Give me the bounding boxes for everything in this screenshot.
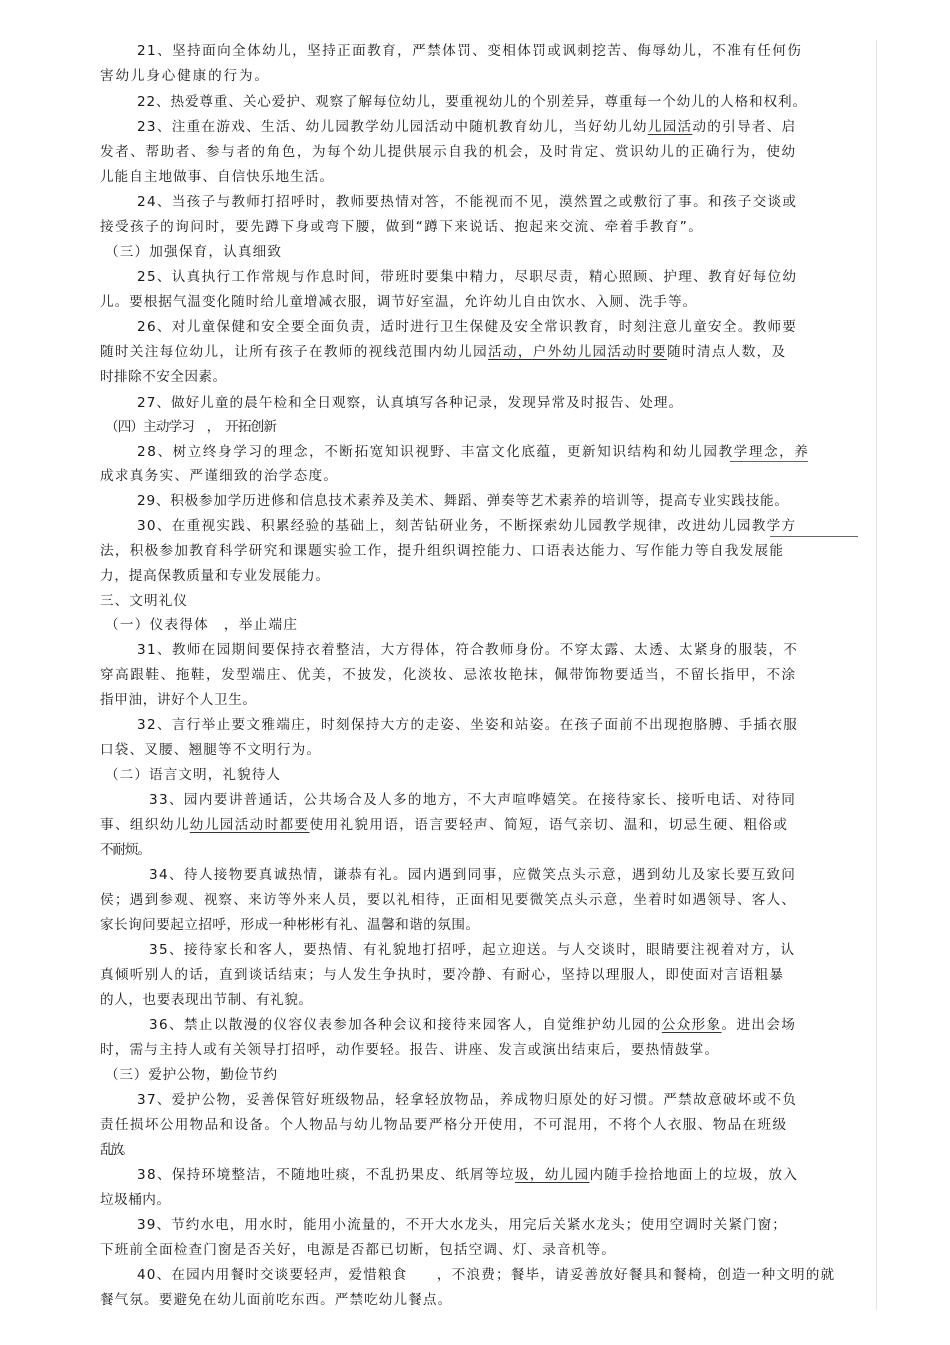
text-line: 害幼儿身心健康的行为。 <box>100 68 270 84</box>
text-line: 侯；遇到参观、视察、来访等外来人员，要以礼相待，正面相见要微笑点头示意，坐着时如遇领导、客人、 <box>100 892 797 908</box>
text-line: 发者、帮助者、参与者的角色，为每个幼儿提供展示自我的机会，及时肯定、赏识幼儿的正确行为，使幼 <box>100 144 797 160</box>
text-line: 三、文明礼仪 <box>100 593 189 609</box>
text-line: 29、积极参加学历进修和信息技术素养及美术、舞蹈、弹奏等艺术素养的培训等，提高专业实践技能。 <box>137 493 789 509</box>
text-line: 下班前全面检查门窗是否关好，电源是否都已切断，包括空调、灯、录音机等。 <box>100 1242 617 1258</box>
text-line: 33、园内要讲普通话，公共场合及人多的地方，不大声喧哗嬉笑。在接待家长、接听电话、对待同 <box>149 792 797 808</box>
text-line: 不耐烦。 <box>100 842 150 858</box>
text-line: 儿。要根据气温变化随时给儿童增减衣服，调节好室温，允许幼儿自由饮水、入厕、洗手等。 <box>100 294 698 310</box>
text-line: 30、在重视实践、积累经验的基础上，刻苦钻研业务，不断探索幼儿园教学规律，改进幼儿园教学方 <box>137 518 797 534</box>
text-line: 27、做好儿童的晨午检和全日观察，认真填写各种记录，发现异常及时报告、处理。 <box>137 395 684 411</box>
text-line: 家长询问要起立招呼，形成一种彬彬有礼、温馨和谐的氛围。 <box>100 917 480 933</box>
text-line: 40、在园内用餐时交谈要轻声，爱惜粮食 ，不浪费；餐毕，请妥善放好餐具和餐椅，创造一种文明的就 <box>137 1267 836 1283</box>
underlined-text: 儿园活动时要 <box>577 344 668 360</box>
underlined-text: 圾，幼儿园 <box>514 1167 590 1183</box>
text-line: 36、禁止以散漫的仪容仪表参加各种会议和接待来园客人，自觉维护幼儿园的公众形象。进出会场 <box>149 1017 797 1033</box>
text-line: 35、接待家长和客人，要热情、有礼貌地打招呼，起立迎送。与人交谈时，眼睛要注视着对方，认 <box>149 942 796 958</box>
text-line: 垃圾桶内。 <box>100 1192 171 1208</box>
text-line: 真倾听别人的话，直到谈话结束；与人发生争执时，要冷静、有耐心，坚持以理服人，即使面对言语粗暴 <box>100 967 785 983</box>
text-line: 21、坚持面向全体幼儿，坚持正面教育，严禁体罚、变相体罚或讽刺挖苦、侮辱幼儿，不准有任何伤 <box>137 43 803 59</box>
text-line: 32、言行举止要文雅端庄，时刻保持大方的走姿、坐姿和站姿。在孩子面前不出现抱胳膊、手插衣服 <box>137 717 799 733</box>
text-line: 责任损坏公用物品和设备。个人物品与幼儿物品要严格分开使用，不可混用，不将个人衣服、物品在班级 <box>100 1117 788 1133</box>
text-line: 25、认真执行工作常规与作息时间，带班时要集中精力，尽职尽责，精心照顾、护理、教育好每位幼 <box>137 269 798 285</box>
underline-stroke <box>770 536 858 537</box>
text-line: 28、树立终身学习的理念，不断拓宽知识视野、丰富文化底蕴，更新知识结构和幼儿园教学理念，养 <box>137 444 810 460</box>
text-line: 事、组织幼儿幼儿园活动时都要使用礼貌用语，语言要轻声、简短，语气亲切、温和，切忌生硬、粗俗或 <box>100 817 789 833</box>
underlined-text: 公众形象 <box>661 1017 722 1033</box>
text-line: 31、教师在园期间要保持衣着整洁，大方得体，符合教师身份。不穿太露、太透、太紧身的服装，不 <box>137 642 799 658</box>
text-line: 儿能自主地做事、自信快乐地生活。 <box>100 169 334 185</box>
text-line: 39、节约水电，用水时，能用小流量的，不开大水龙头，用完后关紧水龙头；使用空调时关紧门窗； <box>137 1217 787 1233</box>
text-line: 乱放。 <box>100 1142 131 1158</box>
text-line: （三）爱护公物，勤俭节约 <box>105 1067 278 1083</box>
text-line: 的人，也要表现出节制、有礼貌。 <box>100 992 313 1008</box>
text-line: 随时关注每位幼儿，让所有孩子在教师的视线范围内幼儿园活动，户外幼儿园活动时要随时清点人数，及 <box>100 344 787 360</box>
text-line: 24、当孩子与教师打招呼时，教师要热情对答，不能视而不见，漠然置之或敷衍了事。和孩子交谈或 <box>137 194 798 210</box>
text-line: 时，需与主持人或有关领导打招呼，动作要轻。报告、讲座、发言或演出结束后，要热情鼓掌。 <box>100 1042 720 1058</box>
text-line: 力，提高保教质量和专业发展能力。 <box>100 568 330 584</box>
text-line: 37、爱护公物，妥善保管好班级物品，轻拿轻放物品，养成物归原处的好习惯。严禁故意破坏或不负 <box>137 1092 798 1108</box>
text-line: （二）语言文明，礼貌待人 <box>105 767 282 783</box>
text-line: 23、注重在游戏、生活、幼儿园教学幼儿园活动中随机教育幼儿，当好幼儿幼儿园活动的引导者、启 <box>137 119 797 135</box>
text-line: 成求真务实、严谨细致的治学态度。 <box>100 468 339 484</box>
text-line: （一）仪表得体 ，举止端庄 <box>105 617 299 633</box>
underlined-text: 儿园活 <box>647 119 693 135</box>
text-line: 38、保持环境整洁，不随地吐痰，不乱扔果皮、纸屑等垃圾，幼儿园内随手捡拾地面上的垃圾，放入 <box>137 1167 799 1183</box>
text-line: 接受孩子的询问时，要先蹲下身或弯下腰，做到“蹲下来说话、抱起来交流、牵着手教育”。 <box>100 219 704 235</box>
text-line: 口袋、叉腰、翘腿等不文明行为。 <box>100 742 322 758</box>
text-line: 22、热爱尊重、关心爱护、观察了解每位幼儿，要重视幼儿的个别差异，尊重每一个幼儿的人格和权利。 <box>137 94 807 110</box>
text-line: 时排除不安全因素。 <box>100 369 227 385</box>
text-line: （三）加强保育，认真细致 <box>105 244 283 260</box>
text-line: （四）主动学习 ， 开拓创新 <box>105 419 277 435</box>
page-margin-line <box>876 40 877 1310</box>
underlined-text: 幼儿园活动时都要 <box>189 817 310 833</box>
text-line: 餐气氛。要避免在幼儿面前吃东西。严禁吃幼儿餐点。 <box>100 1292 453 1308</box>
text-line: 指甲油，讲好个人卫生。 <box>100 692 257 708</box>
text-line: 法，积极参加教育科学研究和课题实验工作，提升组织调控能力、口语表达能力、写作能力等自我发展能 <box>100 543 785 559</box>
text-line: 穿高跟鞋、拖鞋，发型端庄、优美，不披发，化淡妆、忌浓妆艳抹，佩带饰物要适当，不留长指甲，不涂 <box>100 667 797 683</box>
text-line: 26、对儿童保健和安全要全面负责，适时进行卫生保健及安全常识教育，时刻注意儿童安全。教师要 <box>137 319 798 335</box>
underlined-text: 活动，户外幼 <box>488 344 578 360</box>
underline-stroke <box>730 461 808 462</box>
text-line: 34、待人接物要真诚热情，谦恭有礼。园内遇到同事，应微笑点头示意，遇到幼儿及家长要互致问 <box>149 867 797 883</box>
